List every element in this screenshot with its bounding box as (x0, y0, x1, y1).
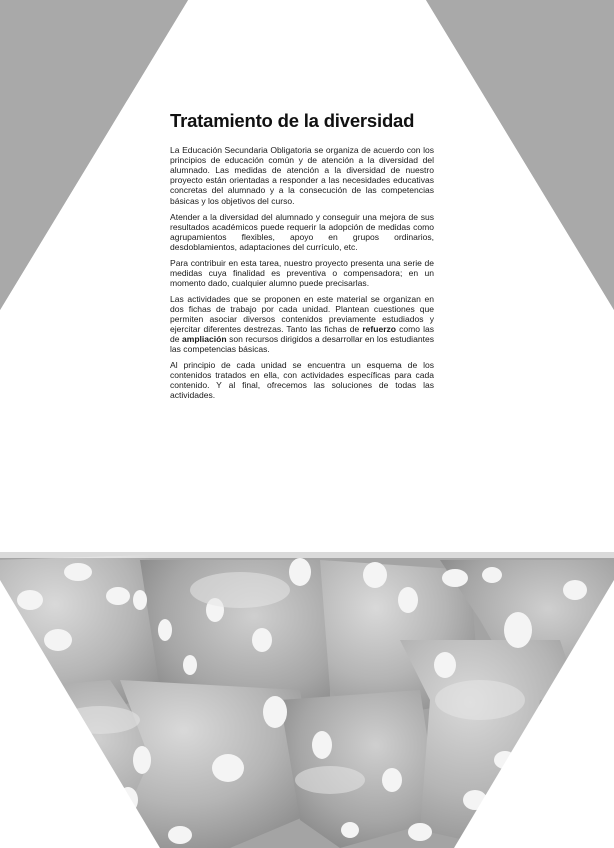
text-run: como las de (170, 324, 434, 345)
content-column (170, 110, 434, 406)
paragraph-3 (170, 258, 434, 288)
bold-term: refuerzo (362, 324, 397, 335)
paragraph-1 (170, 145, 434, 205)
body-text (170, 145, 434, 400)
text-run: son recursos dirigidos a desarrollar en los estudiantes las competencias básicas. (170, 334, 434, 355)
paragraph-4 (170, 294, 434, 354)
bold-term: ampliación (181, 334, 227, 345)
text-run: La Educación Secundaria Obligatoria se organiza de acuerdo con los principios de educación común y de atención a la diversidad del alumnado. Las medidas de atención a la diversidad de nuestro proyecto están orientadas a responder a las necesidades educativas concretas del alumnado y a la consecución de las competencias básicas y los objetivos del curso. (170, 145, 434, 206)
text-run: Para contribuir en esta tarea, nuestro proyecto presenta una serie de medidas cuya finalidad es preventiva o compensadora; en un momento dado, cualquier alumno puede precisarlas. (170, 257, 434, 288)
page-title: Tratamiento de la diversidad (170, 110, 415, 131)
text-run: Las actividades que se proponen en este material se organizan en dos fichas de trabajo por cada unidad. Plantean cuestiones que permiten asociar diversos contenidos previamente estudiados y ejercitar diferentes destrezas. Tanto las fichas de (170, 293, 434, 335)
text-run: Atender a la diversidad del alumnado y conseguir una mejora de sus resultados académicos puede requerir la adopción de medidas como agrupamientos flexibles, apoyo en grupos ordinarios, desdoblamientos, adaptaciones del currículo, etc. (170, 211, 434, 252)
text-run: Al principio de cada unidad se encuentra un esquema de los contenidos tratados en ella, con actividades específicas para cada contenido. Y al final, ofrecemos las soluciones de todas las actividades. (170, 360, 434, 401)
paragraph-5 (170, 360, 434, 400)
paragraph-2 (170, 212, 434, 252)
